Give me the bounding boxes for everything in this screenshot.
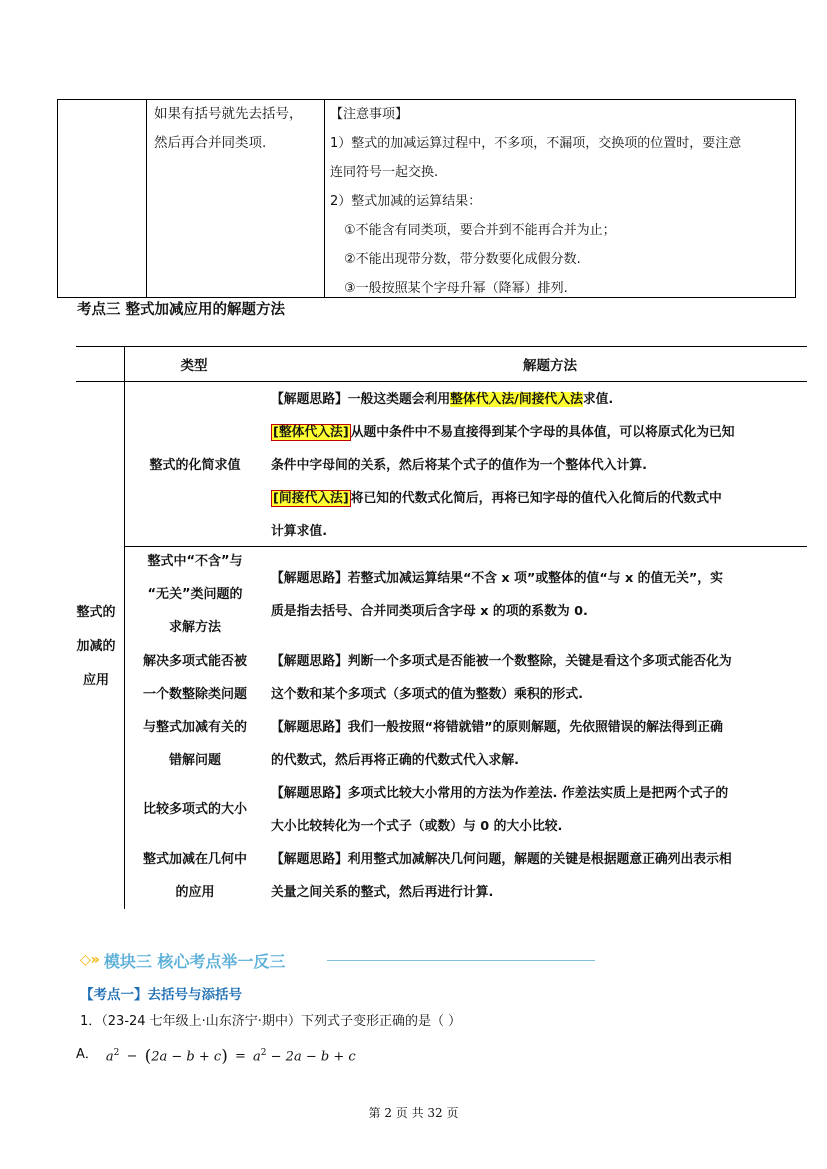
- text-line: 整式加减在几何中: [142, 852, 247, 867]
- method-cell-not-contain: [271, 562, 803, 628]
- method-line: [271, 416, 803, 449]
- type-cell-divisible: [128, 645, 262, 711]
- method-line: 计算求值.: [271, 524, 328, 539]
- table-rule: [76, 346, 807, 347]
- kaodian-title: 【考点一】去括号与添括号: [80, 987, 242, 1003]
- math-var: a: [253, 1049, 261, 1065]
- type-cell-geometry: [128, 843, 262, 909]
- method-line: 的代数式，然后再将正确的代数式代入求解.: [271, 753, 520, 768]
- table-divider: [324, 100, 325, 297]
- table-rule: [76, 381, 807, 382]
- text-line: 2）整式加减的运算结果：: [330, 194, 482, 209]
- type-cell-compare: [128, 793, 262, 826]
- method-cell-geometry: [271, 843, 803, 909]
- text-line: 比较多项式的大小: [142, 802, 247, 817]
- module-title: 模块三 核心考点举一反三: [103, 951, 286, 971]
- method-cell-wrong-solution: [271, 711, 803, 777]
- text-line: 的应用: [175, 885, 215, 900]
- text-line: ②不能出现带分数，带分数要化成假分数.: [344, 252, 581, 267]
- double-chevron-icon: ◇»: [80, 952, 100, 968]
- section-title: 考点三 整式加减应用的解题方法: [77, 302, 286, 318]
- type-cell-simplify: 整式的化简求值: [149, 458, 241, 473]
- text-line: 与整式加减有关的: [142, 720, 247, 735]
- text-span: 从题中条件中不易直接得到某个字母的具体值，可以将原式化为已知: [350, 425, 735, 440]
- math-op: =: [234, 1049, 246, 1065]
- text-line: 加减的: [76, 639, 116, 654]
- method-cell-compare: [271, 777, 803, 843]
- option-a: [76, 1042, 356, 1068]
- top-table-notes-cell: [330, 100, 792, 303]
- text-line: 整式的: [76, 605, 116, 620]
- question-text: 1．（23-24 七年级上·山东济宁·期中）下列式子变形正确的是（ ）: [80, 1014, 462, 1029]
- method-line: 【解题思路】判断一个多项式是否能被一个数整除，关键是看这个多项式能否化为: [271, 654, 732, 669]
- math-paren: (: [144, 1046, 152, 1067]
- text-line: 求解方法: [168, 620, 221, 635]
- method-line: 【解题思路】利用整式加减解决几何问题，解题的关键是根据题意正确列出表示相: [271, 852, 732, 867]
- module-header: [80, 948, 285, 972]
- highlight-span: 整体代入法/间接代入法: [450, 392, 583, 407]
- header-method: 解题方法: [523, 358, 577, 374]
- text-span: 求值.: [582, 392, 614, 407]
- math-op: −: [126, 1049, 138, 1065]
- category-label: [66, 596, 126, 698]
- text-line: 解决多项式能否被: [142, 654, 247, 669]
- page-footer: 第 2 页 共 32 页: [368, 1106, 459, 1120]
- type-cell-not-contain: [128, 545, 262, 644]
- math-var: a: [105, 1049, 114, 1065]
- method-cell-simplify: [271, 383, 803, 548]
- method-line: 质是指去括号、合并同类项后含字母 x 的项的系数为 0.: [271, 604, 588, 619]
- text-line: 整式中“不含”与: [147, 554, 243, 569]
- text-line: 错解问题: [168, 753, 221, 768]
- text-line: 1）整式的加减运算过程中，不多项，不漏项，交换项的位置时，要注意: [330, 136, 742, 151]
- method-line: 【解题思路】我们一般按照“将错就错”的原则解题，先依照错误的解法得到正确: [271, 720, 723, 735]
- text-span: 【解题思路】一般这类题会利用: [271, 392, 451, 407]
- table-divider: [146, 100, 147, 297]
- method-line: 【解题思路】若整式加减运算结果“不含 x 项”或整体的值“与 x 的值无关”，实: [271, 571, 723, 586]
- math-expr: 2a − b + c: [151, 1049, 222, 1065]
- text-line: ①不能含有同类项，要合并到不能再合并为止；: [344, 223, 616, 238]
- method-line: 这个数和某个多项式（多项式的值为整数）乘积的形式.: [271, 687, 583, 702]
- text-line: 连同符号一起交换.: [330, 165, 439, 180]
- text-line: 然后再合并同类项.: [154, 135, 267, 151]
- header-type: 类型: [180, 358, 208, 374]
- option-formula: [106, 1042, 356, 1068]
- highlight-span: [整体代入法]: [273, 425, 349, 440]
- top-table: [57, 99, 796, 298]
- text-line: ③一般按照某个字母升幂（降幂）排列.: [344, 281, 568, 296]
- math-paren: ): [221, 1046, 228, 1067]
- method-line: [271, 383, 803, 416]
- module-divider: [327, 960, 595, 961]
- method-line: [271, 482, 803, 515]
- text-line: 如果有括号就先去括号，: [154, 106, 303, 122]
- top-table-middle-cell: [154, 100, 320, 158]
- math-exp: 2: [260, 1048, 267, 1058]
- method-line: 条件中字母间的关系，然后将某个式子的值作为一个整体代入计算.: [271, 458, 647, 473]
- method-line: 大小比较转化为一个式子（或数）与 0 的大小比较.: [271, 819, 563, 834]
- text-span: 将已知的代数式化简后，再将已知字母的值代入化简后的代数式中: [350, 491, 722, 506]
- notes-heading: 【注意事项】: [330, 107, 409, 122]
- type-cell-wrong-solution: [128, 711, 262, 777]
- text-line: 应用: [82, 673, 109, 688]
- method-line: 关量之间关系的整式，然后再进行计算.: [271, 885, 494, 900]
- method-cell-divisible: [271, 645, 803, 711]
- text-line: “无关”类问题的: [147, 587, 243, 602]
- math-expr: − 2a − b + c: [270, 1049, 356, 1065]
- option-label: A．: [76, 1047, 98, 1063]
- math-exp: 2: [113, 1048, 120, 1058]
- method-line: 【解题思路】多项式比较大小常用的方法为作差法. 作差法实质上是把两个式子的: [271, 786, 729, 801]
- highlight-span: [间接代入法]: [273, 491, 349, 506]
- text-line: 一个数整除类问题: [142, 687, 247, 702]
